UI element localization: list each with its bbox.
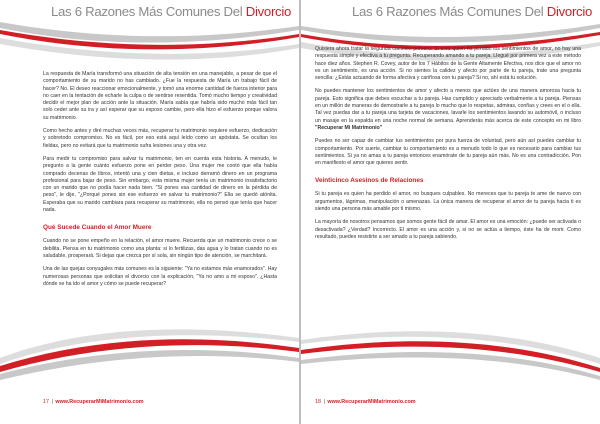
header-title-main: Las 6 Razones Más Comunes Del	[50, 4, 246, 19]
paragraph: Una de las quejas conyugales más comunes es la siguiente: "Ya no estamos más enamorados". Hay numerosas personas que solicitan el divorcio con la explicación, "Ya no amo a mi esposo". ¿Hasta dónde se ha ido el amor y cómo se puede recuperar?	[43, 266, 277, 287]
header-title-accent: Divorcio	[546, 4, 592, 19]
page-number: 18	[315, 399, 321, 405]
footer-url-link[interactable]: www.RecuperarMiMatrimonio.com	[327, 399, 416, 405]
right-content	[315, 46, 581, 247]
page-header	[352, 4, 592, 19]
paragraph: Puedes no ser capaz de cambiar tus sentimientos por pura fuerza de voluntad, pero aún así puedes cambiar tu comportamiento. Por suerte, cambiar tu comportamiento es a menudo todo lo que es necesario para cambiar tus sentimientos. Si ya no amas a tu pareja entonces enamórate de tu pareja aún más. No es una contradicción. Pon en manifiesto el amor que quieres sentir.	[315, 138, 581, 167]
bottom-swoosh-decoration	[0, 318, 299, 388]
paragraph: Si tu pareja es quien ha perdido el amor, no busques culpables. No mereces que tu pareja te ame de nuevo con argumentos, lágrimas, manipulación o amenazas. La única manera de recuperar el amor de tu pareja hacia ti es siendo una persona más amable por ti mismo.	[315, 191, 581, 213]
paragraph-text: No puedes mantener los sentimientos de amor y afecto a menos que actúes de una manera amorosa hacia tu pareja. Esto significa que debes escuchar a tu pareja. Has cumplido y apreciado verbalmente a tu pareja. Piensas en un millón de maneras de demostrarle a tu pareja lo mucho que lo respetas, admiras, confías y crees en el o ella. Tal vez puedas dar a tu pareja una tarjeta de vacaciones, lavarle los sentimientos lavando su automóvil, o incluso un masaje en la espalda en una noche normal de semana. Aprenderás más acerca de este concepto en mi libro	[315, 88, 581, 124]
paragraph: Quisiera ahora tratar la segunda cuestión primero. Si eres quien ha perdido los sentimientos de amor, no hay una respuesta simple y efectiva a tu pregunta. Recuperando amando a tu pareja. Llegué por primera vez a este método hace diez años. Stephen R. Covey, autor de los 7 Hábitos de la Gente Altamente Efectiva, nos dice que el amor no es un sentimiento, es una acción. Si no sientes la calidez y afecto por parte de tu pareja, trate una pregunta sencilla: ¿Estás actuando de forma afectiva y cariñosa con tu pareja? Si no, ahí está tu solución.	[315, 46, 581, 82]
page-number: 17	[43, 399, 49, 405]
header-title-accent: Divorcio	[245, 4, 291, 19]
paragraph: Para medir tu compromiso para salvar tu matrimonio, ten en cuenta esta historia. A menudo, le pregunto a la gente cuánto esfuerzo pone en perder peso. Una mujer me contó que ella había comprado decenas de libros, intentó una y cien dietas, e incluso derramó dinero en un programa profesional para bajar de peso. Sin embargo, esta misma mujer tenía un matrimonio insatisfactorio con un marido que no podía hacer nada bien. "Sí pones esa cantidad de dinero en la pérdida de peso", le dije, "¿Porqué pones sin ese esfuerzo en salvar tu matrimonio?" Ella se quedó atónita. Esperaba que su marido cambiara para recuperar su matrimonio, ella no pensó que tenía que hacer nada.	[43, 155, 277, 214]
paragraph	[315, 88, 581, 132]
footer-url-link[interactable]: www.RecuperarMiMatrimonio.com	[55, 399, 144, 405]
left-page	[0, 0, 299, 424]
section-heading: Qué Sucede Cuando el Amor Muere	[43, 224, 152, 232]
section-heading: Veinticinco Asesinos de Relaciones	[315, 177, 424, 185]
paragraph: Cuando no se pone empeño en la relación, el amor muere. Recuerda que un matrimonio crece o se debilita. Piensa en tu matrimonio como una planta: si lo fertilizas, das agua y lo tratan cuando no es saludable, prosperará. Si dejas que crezca por sí sola, sin ningún tipo de atención, se marchitará.	[43, 238, 277, 259]
page-footer	[43, 399, 144, 405]
header-title-main: Las 6 Razones Más Comunes Del	[351, 4, 547, 19]
footer-separator: |	[323, 399, 325, 405]
left-content	[43, 71, 277, 294]
page-header	[51, 4, 291, 19]
book-title: "Recuperar Mi Matrimonio"	[315, 124, 383, 131]
top-swoosh-decoration	[0, 20, 299, 72]
bottom-swoosh-decoration	[301, 318, 600, 388]
right-page	[301, 0, 600, 424]
paragraph: La respuesta de María transformó una situación de alta tensión en una manejable, a pesar de que el comportamiento de su marido no has cambiado. ¿Fue la respuesta de María un trabajo fácil de hacer? No. El deseo reaccionar emocionalmente, y tomó una enorme cantidad de fuerza interior para no caer en la tentación de echarle la culpa o de sentirse resentida. Tomó mucho tiempo y creatividad decidir el mejor plan de acción ante la situación. María sabía que habría sido mucho más fácil tan solo ceder ante su ira y así esperar que su esposo cambie, pero ella hizo el esfuerzo porque valora su matrimonio.	[43, 71, 277, 121]
footer-separator: |	[51, 399, 53, 405]
page-footer	[315, 399, 416, 405]
paragraph: La mayoría de nosotros pensamos que somos gente fácil de amar. El amor es una emoción: ¿puede ser activada o desactivada? ¿Verdad? Incorrecto. El amor es una acción y, si no se actúa a tiempo, éste ha de morir. Como resultado, puedes resistirte a ser amado a tu pareja sabiendo.	[315, 219, 581, 240]
paragraph: Como hecho antes y diré muchas veces más, recuperar tu matrimonio requiere esfuerzo, dedicación y sobretodo compromiso. No es fácil, por eso está aquí leído como un apóstata. Se ocultan los fieldas, pero no evitará que tu matrimonio sufra lesiones una y otra vez.	[43, 128, 277, 149]
